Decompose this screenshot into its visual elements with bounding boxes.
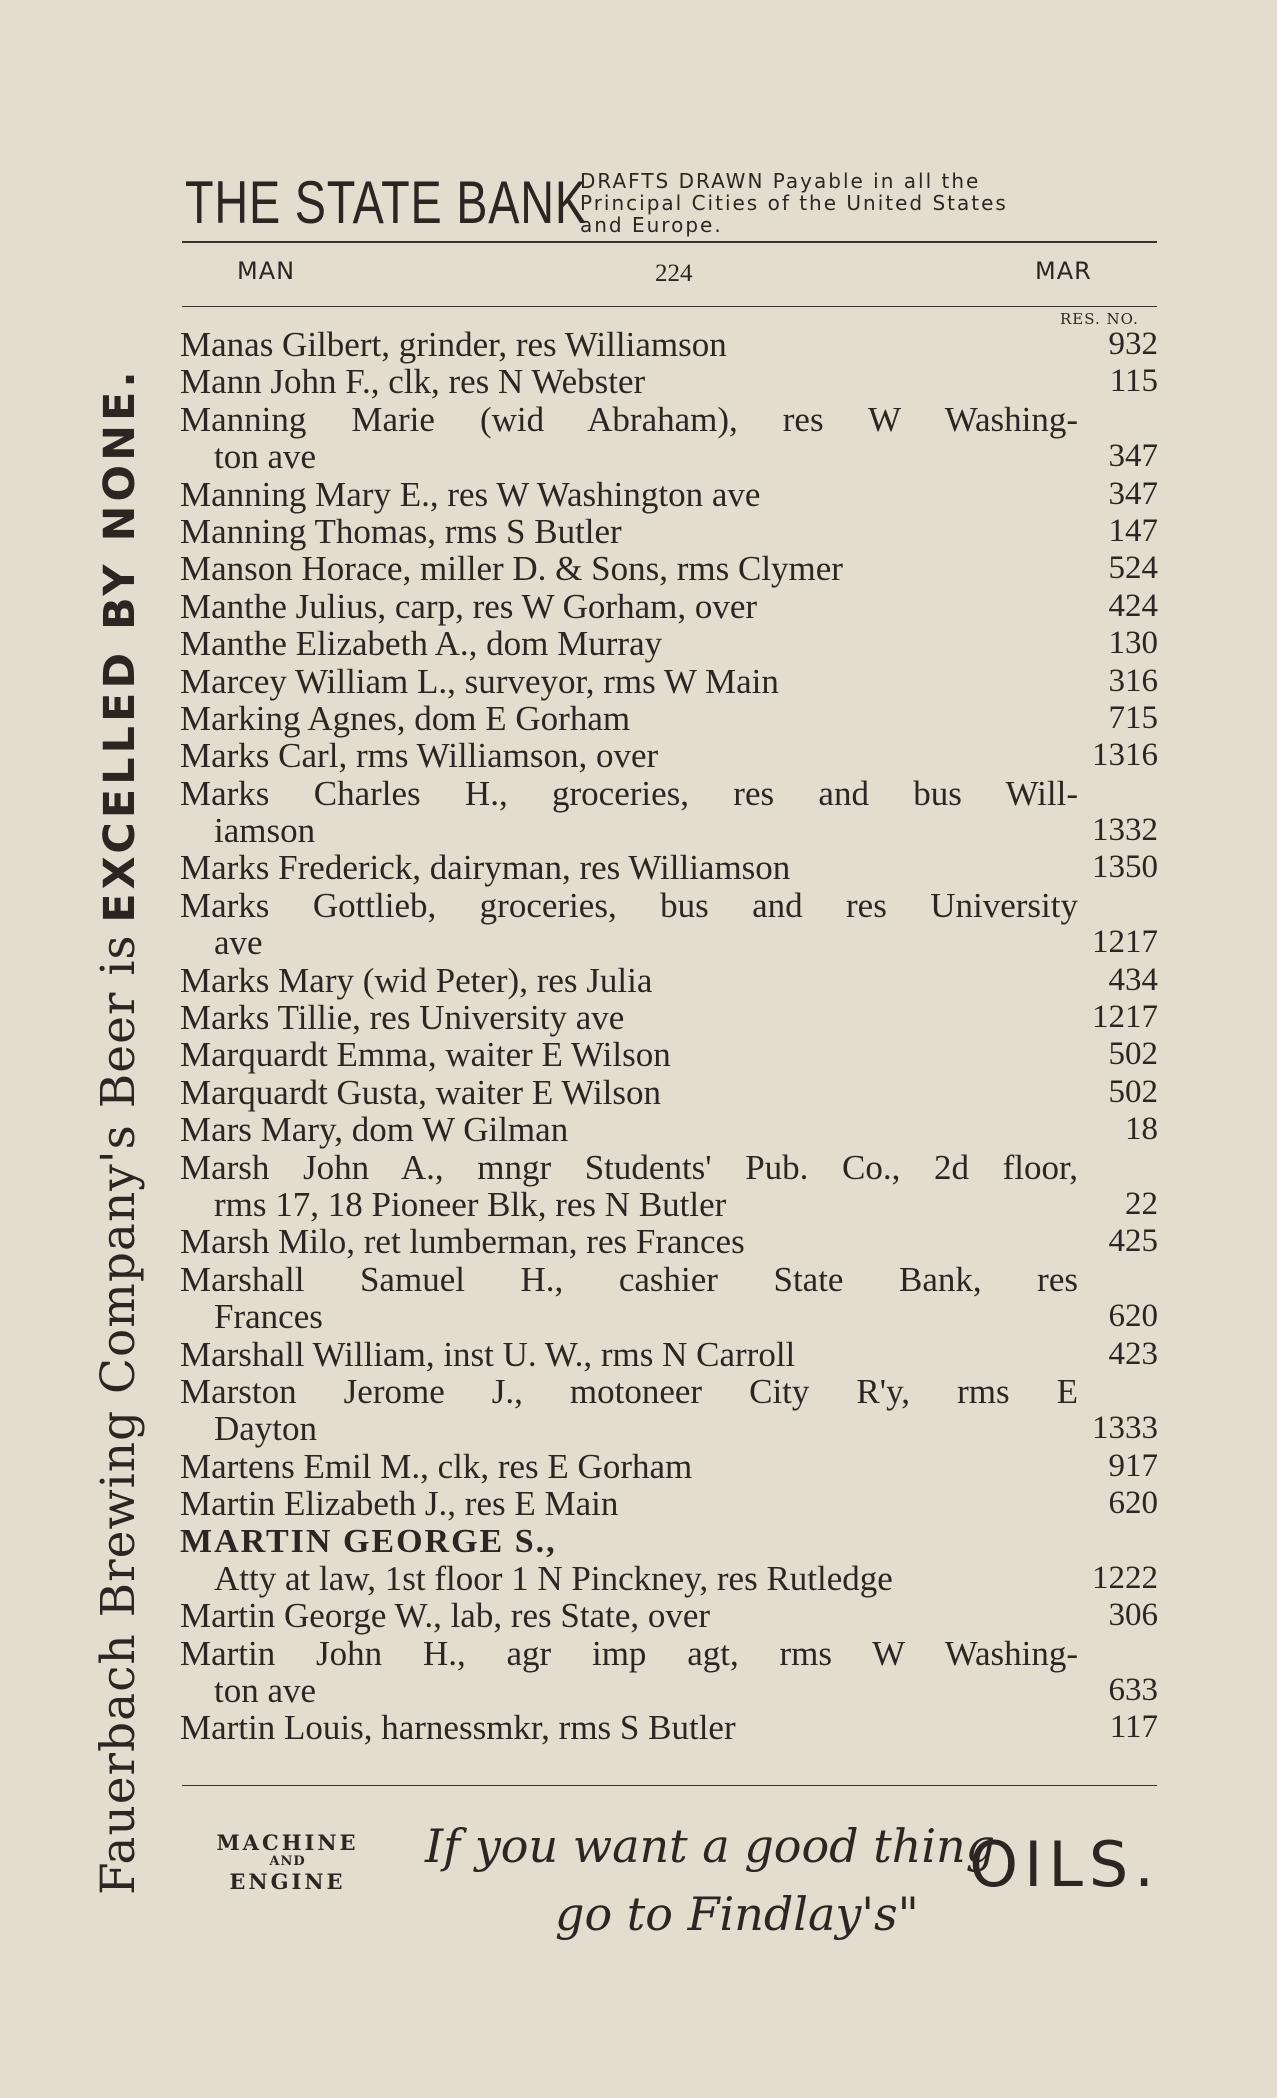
residence-number: 347 [1108,438,1158,475]
directory-entry [180,1410,1158,1447]
entry-text: Mars Mary, dom W Gilman [180,1110,569,1150]
directory-entry [180,513,1158,550]
guide-word-right: MAR [1035,257,1092,285]
residence-number: 524 [1108,550,1158,587]
entry-text: Martens Emil M., clk, res E Gorham [180,1446,693,1486]
entry-text: MARTIN GEORGE S., [180,1522,557,1560]
entry-text: iamson [214,811,316,851]
side-advertisement [91,175,146,1895]
entry-text: Marks Tillie, res University ave [180,998,625,1038]
entry-text: Marshall Samuel H., cashier State Bank, res [180,1259,1078,1299]
entry-text: Marks Carl, rms Williamson, over [180,736,659,776]
entry-text: Martin Louis, harnessmkr, rms S Butler [180,1708,736,1748]
residence-number: 130 [1108,625,1158,662]
entry-text: Manthe Julius, carp, res W Gorham, over [180,586,758,626]
directory-entry [180,1672,1158,1709]
residence-number: 423 [1108,1335,1158,1372]
bank-header [185,168,1155,250]
guide-word-left: MAN [237,257,296,285]
directory-entry [180,775,1158,812]
residence-number: 1217 [1092,924,1158,961]
side-ad-text: Fauerbach Brewing Company's Beer is [91,934,146,1895]
directory-entry [180,1074,1158,1111]
residence-number: 1222 [1092,1559,1158,1596]
bank-note-line: and Europe. [580,213,723,237]
residence-number: 502 [1108,1073,1158,1110]
directory-entry [180,849,1158,886]
directory-entry [180,999,1158,1036]
directory-entry [180,401,1158,438]
entry-text: Mann John F., clk, res N Webster [180,362,646,402]
directory-entry [180,1298,1158,1335]
residence-number: 347 [1108,475,1158,512]
guide-rule [182,306,1157,307]
directory-entry [180,887,1158,924]
directory-entry [180,663,1158,700]
directory-entry [180,550,1158,587]
entry-text: Marks Gottlieb, groceries, bus and res University [180,885,1078,925]
residence-number: 316 [1108,662,1158,699]
directory-entry [180,1261,1158,1298]
directory-entry [180,1523,1158,1560]
directory-entry [180,1635,1158,1672]
directory-entry [180,1597,1158,1634]
entry-text: Martin George W., lab, res State, over [180,1596,711,1636]
residence-number: 1333 [1092,1410,1158,1447]
residence-number: 1316 [1092,737,1158,774]
residence-number: 1332 [1092,812,1158,849]
residence-number: 434 [1108,961,1158,998]
entry-text: ton ave [214,437,317,477]
res-no-header: RES. NO. [1060,310,1139,328]
residence-number: 22 [1125,1185,1158,1222]
bank-note-line: Principal Cities of the United States [580,191,1008,215]
residence-number: 1350 [1092,849,1158,886]
directory-entry [180,1223,1158,1260]
entry-text: Manthe Elizabeth A., dom Murray [180,624,663,664]
entry-text: Manning Mary E., res W Washington ave [180,474,761,514]
directory-entry [180,924,1158,961]
directory-entry [180,1373,1158,1410]
footer-advertisement [175,1800,1160,1950]
header-rule [182,241,1157,243]
entry-text: Frances [214,1297,323,1337]
page-number: 224 [655,260,693,287]
entry-text: Marshall William, inst U. W., rms N Carroll [180,1334,796,1374]
slogan-line-1: If you want a good thing [425,1819,996,1873]
entry-text: Manning Thomas, rms S Butler [180,511,622,551]
directory-entry [180,1336,1158,1373]
directory-entry [180,438,1158,475]
residence-number: 715 [1108,699,1158,736]
residence-number: 620 [1108,1298,1158,1335]
entry-text: Marcey William L., surveyor, rms W Main [180,661,779,701]
residence-number: 917 [1108,1447,1158,1484]
entry-text: Marks Mary (wid Peter), res Julia [180,960,653,1000]
entry-text: Marsh Milo, ret lumberman, res Frances [180,1222,745,1262]
directory-entry [180,476,1158,513]
directory-entry [180,1111,1158,1148]
directory-entry [180,1485,1158,1522]
directory-entries [180,326,1158,1747]
entry-text: Manning Marie (wid Abraham), res W Washing- [180,399,1078,439]
directory-entry [180,1560,1158,1597]
entry-text: ave [214,923,263,963]
machine-text: MACHINE [216,1830,359,1855]
directory-entry [180,1036,1158,1073]
entry-text: Martin Elizabeth J., res E Main [180,1484,619,1524]
slogan-line-2: go to Findlay's" [555,1887,919,1941]
residence-number: 115 [1109,363,1158,400]
bank-note-line: DRAFTS DRAWN Payable in all the [580,169,981,193]
entry-text: Manas Gilbert, grinder, res Williamson [180,325,727,364]
entry-text: ton ave [214,1671,317,1711]
side-ad-emphasis: EXCELLED BY NONE. [95,367,145,923]
entry-text: Marsh John A., mngr Students' Pub. Co., 2d floor, [180,1147,1078,1187]
footer-rule [182,1785,1157,1786]
entry-text: rms 17, 18 Pioneer Blk, res N Butler [214,1184,727,1224]
residence-number: 633 [1108,1672,1158,1709]
residence-number: 502 [1108,1036,1158,1073]
directory-entry [180,625,1158,662]
and-text: AND [269,1854,306,1869]
residence-number: 425 [1108,1223,1158,1260]
entry-text: Marquardt Gusta, waiter E Wilson [180,1072,662,1112]
directory-entry [180,588,1158,625]
entry-text: Atty at law, 1st floor 1 N Pinckney, res Rutledge [214,1558,893,1598]
machine-engine-label [175,1830,400,1894]
entry-text: Manson Horace, miller D. & Sons, rms Clymer [180,549,843,589]
residence-number: 932 [1108,326,1158,362]
residence-number: 620 [1108,1485,1158,1522]
directory-entry [180,1709,1158,1746]
directory-entry [180,326,1158,363]
directory-entry [180,1186,1158,1223]
entry-text: Marston Jerome J., motoneer City R'y, rms E [180,1371,1078,1411]
directory-entry [180,812,1158,849]
directory-entry [180,363,1158,400]
residence-number: 117 [1109,1709,1158,1746]
residence-number: 424 [1108,587,1158,624]
residence-number: 147 [1108,512,1158,549]
bank-name: THE STATE BANK [185,169,587,236]
bank-note [580,170,1155,236]
entry-text: Marks Charles H., groceries, res and bus Will- [180,773,1078,813]
entry-text: Martin John H., agr imp agt, rms W Washing- [180,1633,1078,1673]
entry-text: Marquardt Emma, waiter E Wilson [180,1035,671,1075]
oils-text: OILS. [969,1828,1160,1901]
entry-text: Marking Agnes, dom E Gorham [180,698,631,738]
entry-text: Dayton [214,1409,318,1449]
residence-number: 306 [1108,1597,1158,1634]
entry-text: Marks Frederick, dairyman, res Williamson [180,848,791,888]
residence-number: 1217 [1092,999,1158,1036]
directory-entry [180,962,1158,999]
directory-entry [180,1448,1158,1485]
directory-entry [180,737,1158,774]
directory-entry [180,1149,1158,1186]
directory-entry [180,700,1158,737]
residence-number: 18 [1125,1111,1158,1148]
engine-text: ENGINE [229,1869,346,1894]
